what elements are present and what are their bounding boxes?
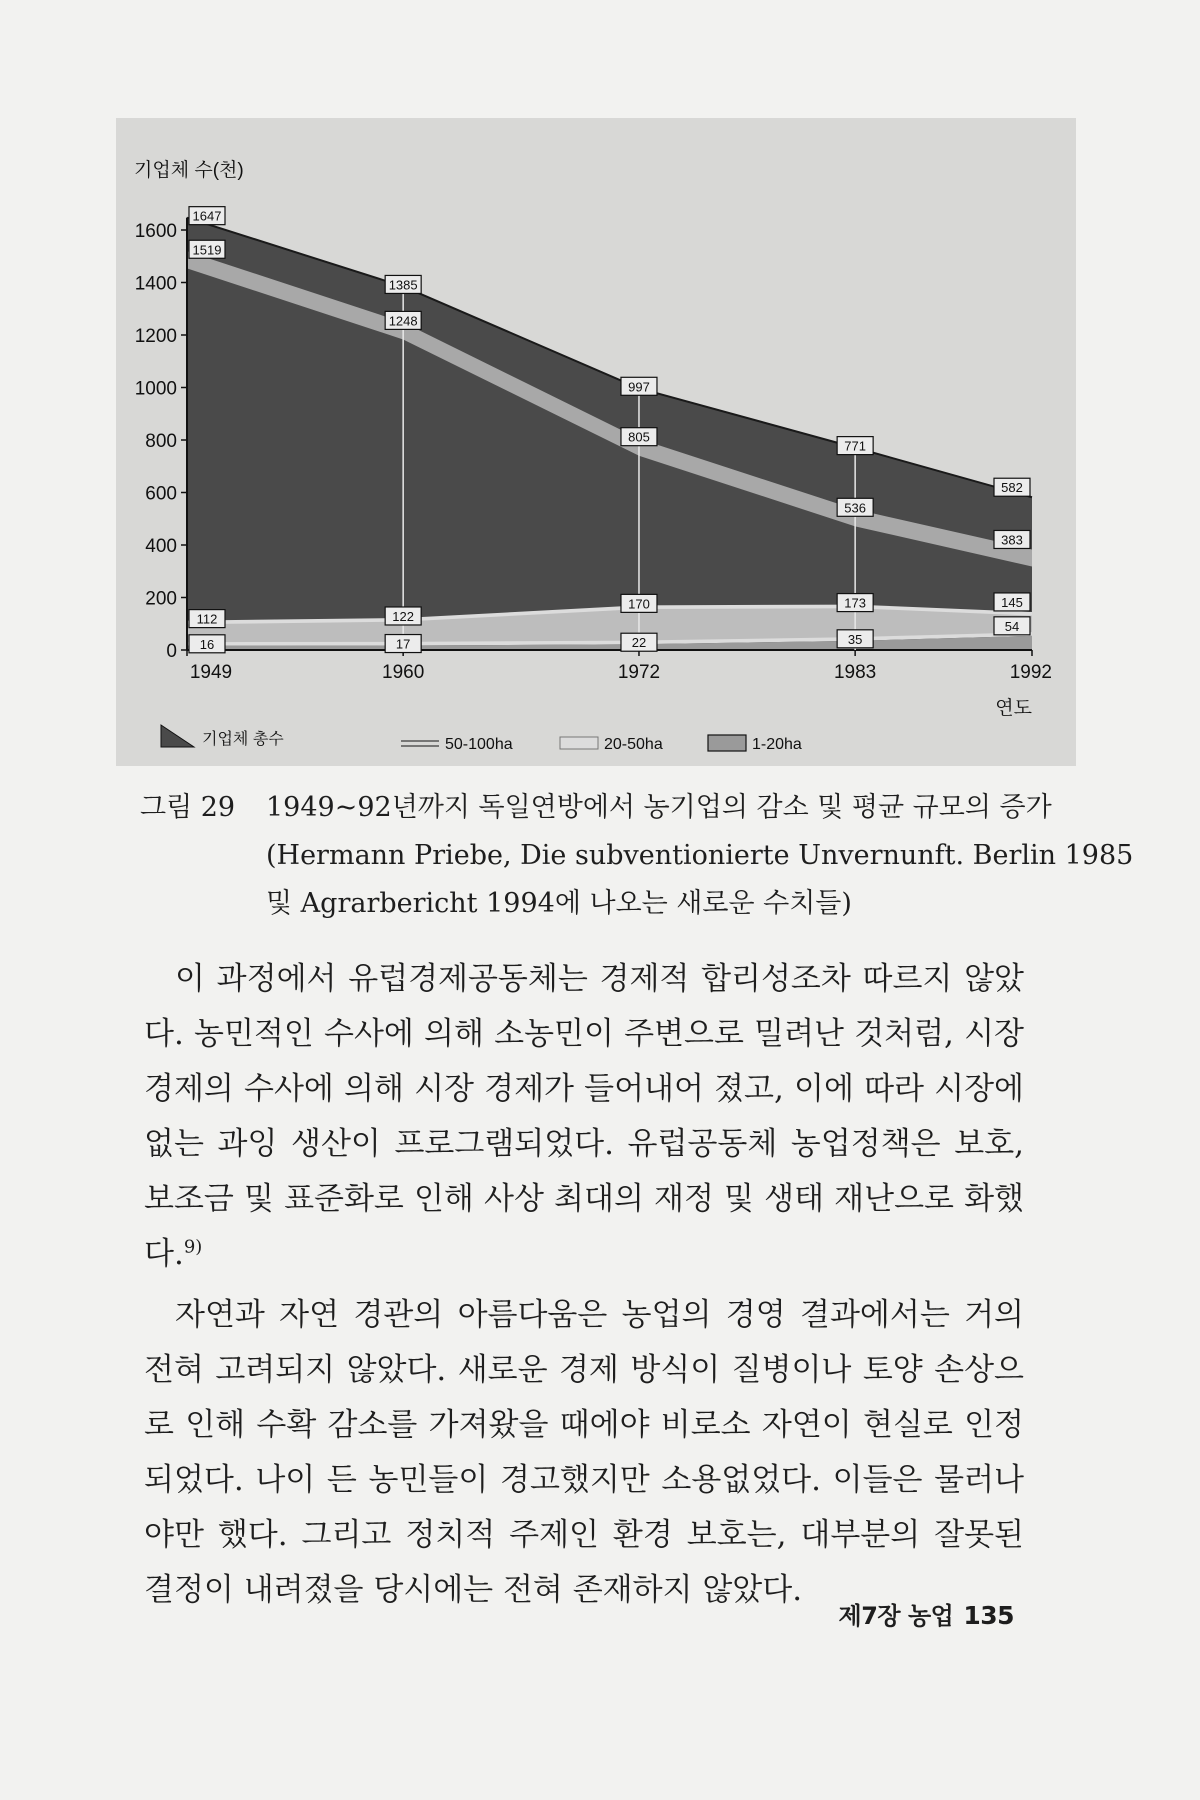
y-tick-label: 600 [145,483,177,505]
chapter-title: 제7장 농업 [838,1602,954,1630]
legend-label-20-50ha: 20-50ha [604,736,663,753]
data-label: 1385 [388,277,418,293]
caption-line-1: 1949~92년까지 독일연방에서 농기업의 감소 및 평균 규모의 증가 [266,792,1052,823]
data-label: 805 [628,429,650,445]
page-number: 135 [963,1601,1014,1630]
data-label: 35 [847,631,863,647]
paragraph-2: 자연과 자연 경관의 아름다움은 농업의 경영 결과에서는 거의 전혀 고려되지 않았다. 새로운 경제 방식이 질병이나 토양 손상으로 인해 수확 감소를 가져왔을 때에야 비로소 자연이 현실로 인정되었다. 나이 든 농민들이 경고했지만 소용없었다. 이들은 물러나야만 했다. 그리고 정치적 주제인 환경 보호는, 대부분의 잘못된 결정이 내려졌을 당시에는 전혀 존재하지 않았다. [144,1297,1024,1608]
data-label: 17 [395,636,411,652]
data-label: 1647 [192,208,222,224]
x-axis-label: 연도 [995,698,1032,719]
x-tick-label: 1949 [189,662,233,683]
legend-label-total: 기업체 총수 [202,731,284,748]
data-label: 122 [392,608,415,624]
legend-swatch-20-50ha [560,737,598,749]
caption-label: 그림 29 [140,792,236,823]
data-label: 170 [628,596,650,612]
legend-swatch-total [161,725,194,747]
y-tick-label: 1000 [134,378,177,400]
y-tick-label: 1200 [134,326,177,347]
y-tick-label: 0 [166,641,177,662]
data-label: 54 [1004,618,1020,634]
data-label: 173 [844,595,866,611]
data-label: 383 [1001,532,1023,548]
y-tick-label: 400 [145,536,177,557]
paragraph-1 [144,952,1024,1282]
caption-line-2: (Hermann Priebe, Die subventionierte Unvernunft. Berlin 1985 [266,840,1134,871]
x-tick-label: 1992 [1009,662,1052,683]
data-label: 997 [628,379,650,395]
body-text [144,952,1024,1618]
paragraph-1-text: 이 과정에서 유럽경제공동체는 경제적 합리성조차 따르지 않았다. 농민적인 수사에 의해 소농민이 주변으로 밀려난 것처럼, 시장 경제의 수사에 의해 시장 경제가 들어내어 졌고, 이에 따라 시장에 없는 과잉 생산이 프로그램되었다. 유럽공동체 농업정책은 보호, 보조금 및 표준화로 인해 사상 최대의 재정 및 생태 재난으로 화했다. [144,961,1024,1272]
page-footer [839,1596,1014,1631]
legend-label-50-100ha: 50-100ha [445,736,513,753]
footnote-marker: 9) [183,1236,203,1258]
area-chart [116,118,1076,766]
x-tick-label: 1983 [833,662,877,683]
legend-label-1-20ha: 1-20ha [752,736,802,753]
data-label: 1248 [388,313,418,329]
y-tick-label: 1400 [134,273,177,295]
x-tick-label: 1972 [617,662,661,683]
x-tick-label: 1960 [382,662,425,683]
data-label: 145 [1001,594,1023,610]
legend-swatch-1-20ha [708,735,746,751]
data-label: 16 [199,636,215,652]
y-tick-label: 1600 [134,221,177,242]
chart-figure [116,118,1076,766]
data-label: 771 [844,438,866,454]
caption-line-3: 및 Agrarbericht 1994에 나오는 새로운 수치들) [266,888,852,919]
y-tick-label: 800 [145,431,177,452]
data-label: 536 [844,500,866,516]
data-label: 112 [196,611,218,627]
y-axis-label: 기업체 수(천) [134,160,244,181]
data-label: 582 [1001,480,1023,496]
y-tick-label: 200 [145,588,177,610]
data-label: 22 [631,635,647,651]
data-label: 1519 [192,242,222,258]
